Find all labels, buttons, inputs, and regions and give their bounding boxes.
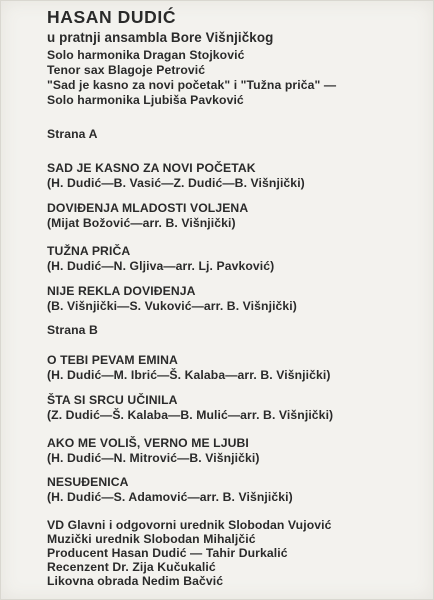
footer-credit: VD Glavni i odgovorni urednik Slobodan Vujović [47, 518, 332, 532]
track-credits: (H. Dudić—N. Gljiva—arr. Lj. Pavković) [47, 259, 275, 273]
side-a-label: Strana A [47, 127, 98, 141]
footer-credit: Recenzent Dr. Zija Kučukalić [47, 560, 216, 574]
track-title: DOVIĐENJA MLADOSTI VOLJENA [47, 201, 249, 215]
footer-credit: Muzički urednik Slobodan Mihaljčić [47, 532, 256, 546]
credit-line: Solo harmonika Dragan Stojković [47, 48, 245, 62]
credit-line: Solo harmonika Ljubiša Pavković [47, 93, 244, 107]
track-credits: (H. Dudić—B. Vasić—Z. Dudić—B. Višnjički) [47, 176, 305, 190]
credit-line: Tenor sax Blagoje Petrović [47, 63, 206, 77]
track-title: SAD JE KASNO ZA NOVI POČETAK [47, 161, 256, 175]
track-credits: (H. Dudić—N. Mitrović—B. Višnjički) [47, 451, 260, 465]
track-title: TUŽNA PRIČA [47, 244, 131, 258]
track-title: NIJE REKLA DOVIĐENJA [47, 284, 196, 298]
track-title: NESUĐENICA [47, 475, 129, 489]
credit-line: "Sad je kasno za novi početak" i "Tužna priča" — [47, 78, 337, 92]
track-credits: (Mijat Božović—arr. B. Višnjički) [47, 216, 236, 230]
track-credits: (B. Višnjički—S. Vuković—arr. B. Višnjički) [47, 299, 297, 313]
track-title: AKO ME VOLIŠ, VERNO ME LJUBI [47, 436, 249, 450]
side-b-label: Strana B [47, 323, 98, 337]
footer-credit: Producent Hasan Dudić — Tahir Durkalić [47, 546, 288, 560]
artist-name: HASAN DUDIĆ [47, 7, 177, 27]
ensemble-line: u pratnji ansambla Bore Višnjičkog [47, 30, 274, 45]
track-title: ŠTA SI SRCU UČINILA [47, 393, 178, 407]
track-credits: (H. Dudić—S. Adamović—arr. B. Višnjički) [47, 490, 293, 504]
track-title: O TEBI PEVAM EMINA [47, 353, 178, 367]
track-credits: (Z. Dudić—Š. Kalaba—B. Mulić—arr. B. Višnjički) [47, 408, 334, 422]
track-credits: (H. Dudić—M. Ibrić—Š. Kalaba—arr. B. Višnjički) [47, 368, 331, 382]
footer-credit: Likovna obrada Nedim Bačvić [47, 574, 224, 588]
